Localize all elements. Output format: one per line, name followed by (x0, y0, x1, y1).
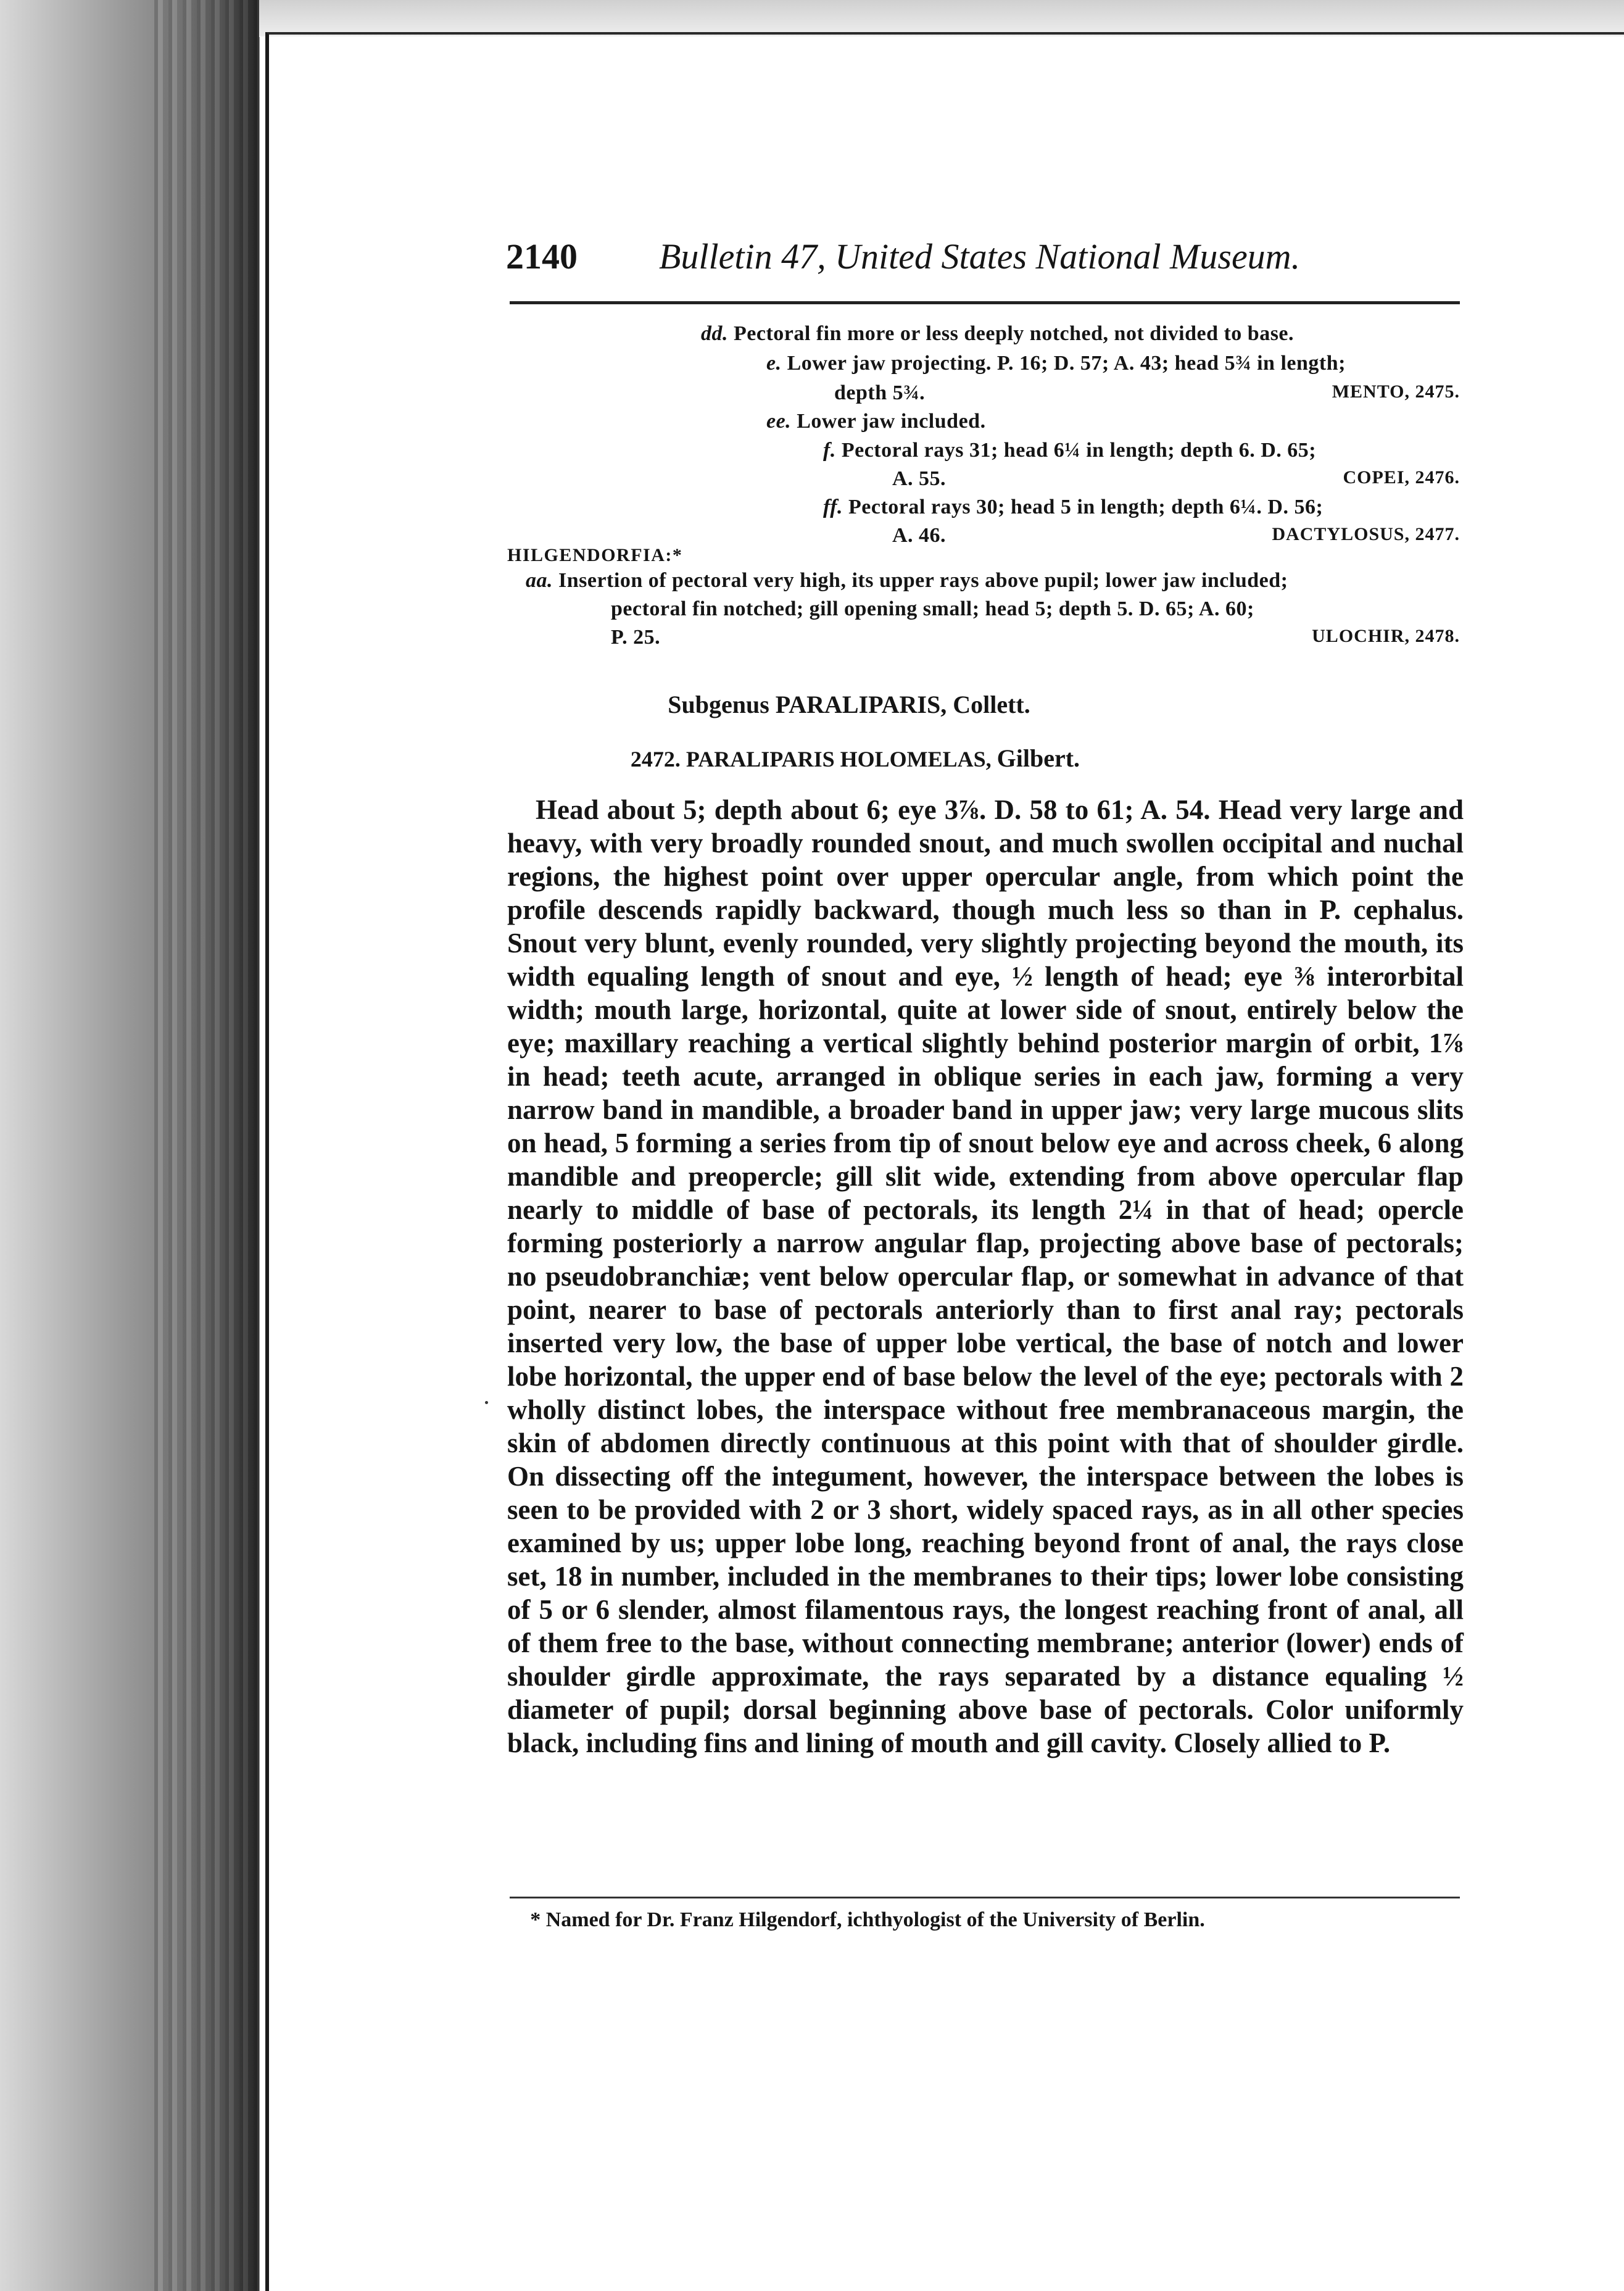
key-entry-f-cont: A. 55. COPEI, 2476. (892, 467, 1460, 490)
species-ref-ulochir: ULOCHIR, 2478. (1312, 626, 1460, 646)
key-entry-aa-line2: pectoral fin notched; gill opening small; head 5; depth 5. D. 65; A. 60; (611, 597, 1254, 620)
key-entry-aa: aa. Insertion of pectoral very high, its upper rays above pupil; lower jaw included; (526, 569, 1288, 592)
scan-speck (485, 1401, 488, 1404)
species-number-name: 2472. PARALIPARIS HOLOMELAS, (630, 747, 992, 771)
header-rule (510, 301, 1460, 304)
key-entry-aa-line3: P. 25. ULOCHIR, 2478. (611, 626, 1460, 649)
species-description (507, 793, 1464, 1760)
footnote: * Named for Dr. Franz Hilgendorf, ichthyologist of the University of Berlin. (530, 1908, 1205, 1931)
description-paragraph: Head about 5; depth about 6; eye 3⅞. D. 58 to 61; A. 54. Head very large and heavy, with very broadly rounded snout, and much swollen occipital and nuchal regions, the highest point over upper opercular angle, from which point the profile descends rapidly backward, though much less so than in P. cephalus. Snout very blunt, evenly rounded, very slightly projecting beyond the mouth, its width equaling length of snout and eye, ½ length of head; eye ⅜ interorbital width; mouth large, horizontal, quite at lower side of snout, entirely below the eye; maxillary reaching a vertical slightly behind posterior margin of orbit, 1⅞ in head; teeth acute, arranged in oblique series in each jaw, forming a very narrow band in mandible, a broader band in upper jaw; very large mucous slits on head, 5 forming a series from tip of snout below eye and across cheek, 6 along mandible and preopercle; gill slit wide, extending from above opercular flap nearly to middle of base of pectorals, its length 2¼ in that of head; opercle forming posteriorly a narrow angular flap, projecting above base of pectorals; no pseudobranchiæ; vent below opercular flap, or somewhat in advance of that point, nearer to base of pectorals anteriorly than to first anal ray; pectorals inserted very low, the base of upper lobe vertical, the base of notch and lower lobe horizontal, the upper end of base below the level of the eye; pectorals with 2 wholly distinct lobes, the interspace without free membranaceous margin, the skin of abdomen directly continuous at this point with that of shoulder girdle. On dissecting off the integument, however, the interspace between the lobes is seen to be provided with 2 or 3 short, widely spaced rays, as in all other species examined by us; upper lobe long, reaching beyond front of anal, the rays close set, 18 in number, included in the membranes to their tips; lower lobe consisting of 5 or 6 slender, almost filamentous rays, the longest reaching front of anal, all of them free to the base, without connecting membrane; anterior (lower) ends of shoulder girdle approximate, the rays separated by a distance equaling ½ diameter of pupil; dorsal beginning above base of pectorals. Color uniformly black, including fins and lining of mouth and gill cavity. Closely allied to P. (507, 794, 1464, 1758)
species-ref-dactylosus: DACTYLOSUS, 2477. (1272, 524, 1460, 544)
key-entry-f: f. Pectoral rays 31; head 6¼ in length; depth 6. D. 65; (823, 439, 1317, 462)
key-entry-e-cont: depth 5¾. MENTO, 2475. (834, 381, 1460, 404)
key-entry-ff: ff. Pectoral rays 30; head 5 in length; depth 6¼. D. 56; (823, 496, 1324, 518)
page-header (506, 236, 1460, 279)
subgenus-heading: Subgenus PARALIPARIS, Collett. (668, 691, 1030, 718)
running-title: Bulletin 47, United States National Museum. (659, 236, 1301, 276)
key-group-hilgendorfia: HILGENDORFIA:* (507, 545, 683, 565)
key-entry-ff-cont: A. 46. DACTYLOSUS, 2477. (892, 524, 1460, 547)
species-heading (0, 744, 1624, 773)
species-author: Gilbert. (996, 744, 1080, 772)
scan-top-shadow (259, 0, 1624, 37)
species-ref-copei: COPEI, 2476. (1343, 467, 1460, 488)
page-number: 2140 (506, 236, 578, 276)
key-entry-dd: dd. Pectoral fin more or less deeply notched, not divided to base. (701, 322, 1295, 345)
key-entry-e: e. Lower jaw projecting. P. 16; D. 57; A. 43; head 5¾ in length; (766, 352, 1346, 375)
scan-binding-stripes (154, 0, 259, 2291)
footnote-rule (510, 1897, 1460, 1898)
species-ref-mento: MENTO, 2475. (1332, 381, 1460, 402)
key-entry-ee: ee. Lower jaw included. (766, 410, 986, 433)
